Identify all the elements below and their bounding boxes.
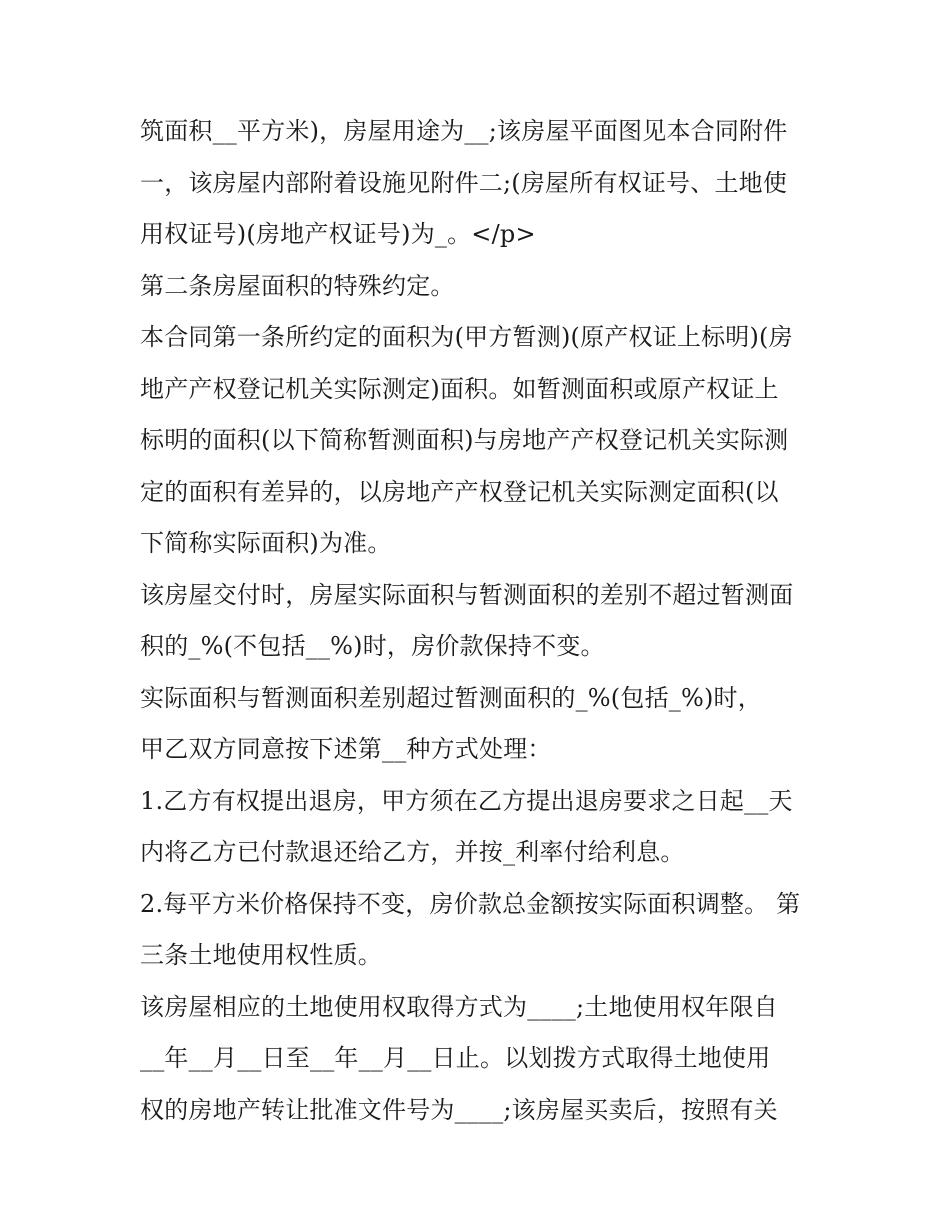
text-line: 2.每平方米价格保持不变，房价款总金额按实际面积调整。 第: [140, 889, 801, 918]
text-line: __年__月__日至__年__月__日止。以划拨方式取得土地使用: [140, 1044, 771, 1072]
text-line: 三条土地使用权性质。: [140, 941, 382, 969]
text-line: 用权证号)(房地产权证号)为_。</p>: [140, 220, 536, 248]
text-line: 第二条房屋面积的特殊约定。: [140, 271, 455, 300]
text-line: 定的面积有差异的，以房地产产权登记机关实际测定面积(以: [140, 477, 779, 506]
text-line: 1.乙方有权提出退房，甲方须在乙方提出退房要求之日起__天: [140, 786, 793, 815]
text-line: 该房屋相应的土地使用权取得方式为____;土地使用权年限自: [140, 992, 778, 1021]
text-line: 甲乙双方同意按下述第__种方式处理：: [140, 735, 552, 763]
text-line: 权的房地产转让批准文件号为____;该房屋买卖后，按照有关: [140, 1095, 778, 1124]
text-line: 地产产权登记机关实际测定)面积。如暂测面积或原产权证上: [140, 374, 779, 403]
text-line: 实际面积与暂测面积差别超过暂测面积的_%(包括_%)时，: [140, 683, 762, 712]
text-line: 标明的面积(以下简称暂测面积)与房地产产权登记机关实际测: [140, 426, 789, 454]
text-line: 该房屋交付时，房屋实际面积与暂测面积的差别不超过暂测面: [140, 580, 794, 609]
text-line: 筑面积__平方米)，房屋用途为__;该房屋平面图见本合同附件: [140, 117, 788, 145]
text-line: 下简称实际面积)为准。: [140, 529, 392, 557]
text-line: 本合同第一条所约定的面积为(甲方暂测)(原产权证上标明)(房: [140, 323, 793, 351]
contract-body-text: [140, 106, 820, 1136]
text-line: 内将乙方已付款退还给乙方，并按_利率付给利息。: [140, 838, 685, 866]
text-line: 积的_%(不包括__%)时，房价款保持不变。: [140, 632, 605, 660]
text-line: 一，该房屋内部附着设施见附件二;(房屋所有权证号、土地使: [140, 168, 788, 197]
